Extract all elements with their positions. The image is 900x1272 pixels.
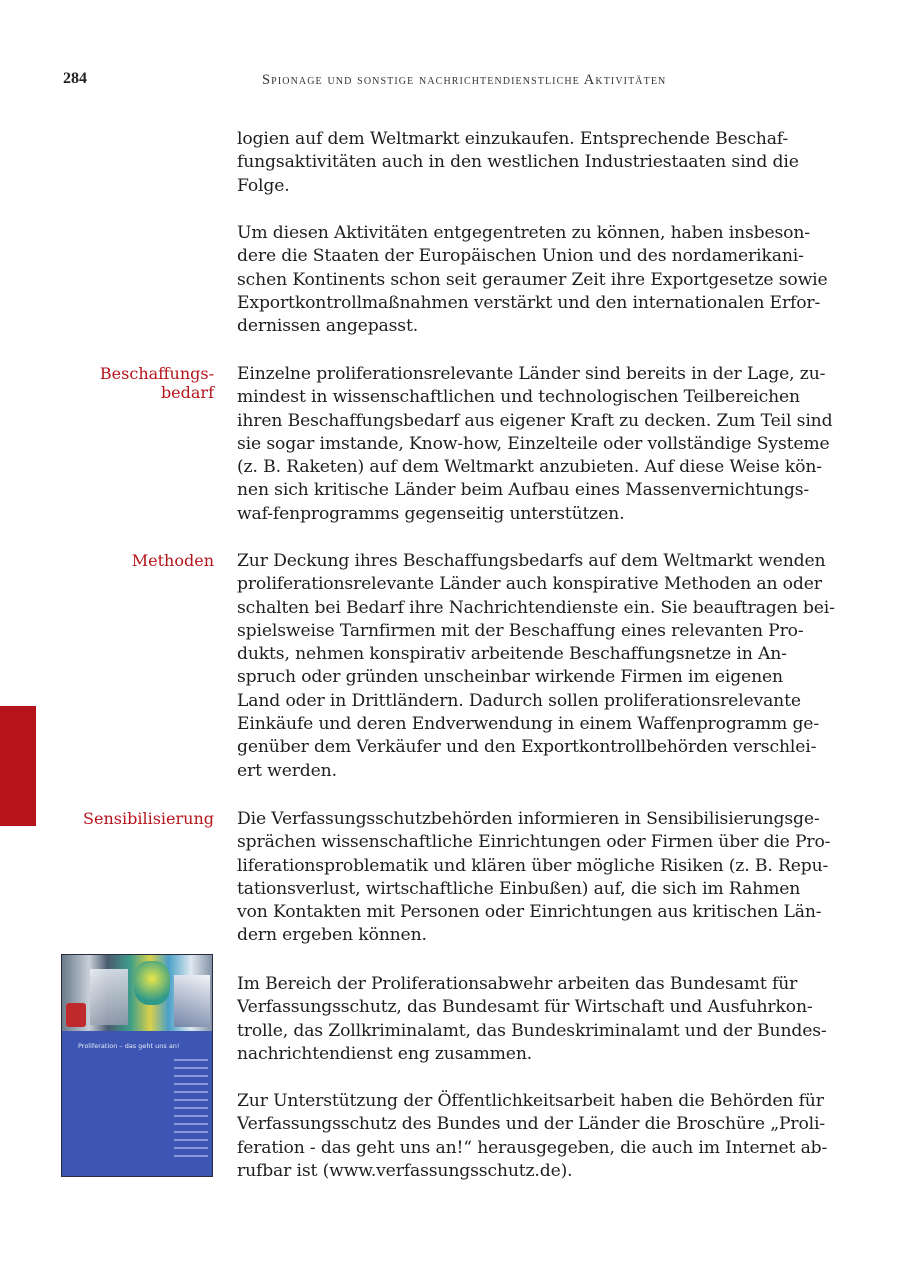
text-line: Folge. bbox=[237, 175, 290, 196]
text-line: dere die Staaten der Europäischen Union und des nordamerikani- bbox=[237, 246, 804, 267]
page-number: 284 bbox=[63, 70, 87, 87]
text-line: spielsweise Tarnfirmen mit der Beschaffung eines relevanten Pro- bbox=[237, 620, 804, 641]
text-line: liferationsproblematik und klären über mögliche Risiken (z. B. Repu- bbox=[237, 855, 829, 876]
paragraph-2 bbox=[237, 222, 828, 338]
text-line: rufbar ist (www.verfassungsschutz.de). bbox=[237, 1160, 573, 1181]
running-head: Spionage und sonstige nachrichtendienstliche Aktivitäten bbox=[262, 72, 667, 88]
text-line: Die Verfassungsschutzbehörden informieren in Sensibilisierungsge- bbox=[237, 809, 820, 829]
cover-title: Proliferation – das geht uns an! bbox=[78, 1042, 180, 1050]
paragraph-3 bbox=[237, 363, 833, 526]
margin-note-line: bedarf bbox=[160, 383, 214, 402]
margin-note-methoden: Methoden bbox=[131, 551, 214, 570]
text-line: dernissen angepasst. bbox=[237, 316, 419, 337]
paragraph-7 bbox=[237, 1090, 828, 1183]
text-line: schalten bei Bedarf ihre Nachrichtendienste ein. Sie beauftragen bei- bbox=[237, 597, 835, 618]
text-line: Zur Deckung ihres Beschaffungsbedarfs auf dem Weltmarkt wenden bbox=[237, 551, 826, 571]
text-line: sie sogar imstande, Know-how, Einzelteile oder vollständige Systeme bbox=[237, 433, 830, 454]
cover-text-lines bbox=[174, 1059, 208, 1163]
text-line: Land oder in Drittländern. Dadurch sollen proliferationsrelevante bbox=[237, 690, 801, 711]
text-line: Einkäufe und deren Endverwendung in einem Waffenprogramm ge- bbox=[237, 714, 819, 735]
text-line: trolle, das Zollkriminalamt, das Bundeskriminalamt und der Bundes- bbox=[237, 1020, 827, 1041]
brochure-cover-image bbox=[61, 954, 213, 1177]
margin-note-beschaffungsbedarf bbox=[100, 364, 214, 402]
paragraph-1 bbox=[237, 128, 805, 198]
margin-note-line: Beschaffungs- bbox=[99, 364, 214, 383]
text-line: genüber dem Verkäufer und den Exportkontrollbehörden verschlei- bbox=[237, 737, 817, 758]
cover-photo-tile bbox=[66, 1003, 86, 1027]
text-line: Exportkontrollmaßnahmen verstärkt und den internationalen Erfor- bbox=[237, 292, 821, 313]
cover-photo-tile bbox=[90, 969, 128, 1025]
cover-photo-tile bbox=[174, 975, 210, 1027]
text-line: von Kontakten mit Personen oder Einrichtungen aus kritischen Län- bbox=[237, 902, 822, 923]
text-line: Einzelne proliferationsrelevante Länder sind bereits in der Lage, zu- bbox=[237, 364, 826, 384]
margin-note-sensibilisierung: Sensibilisierung bbox=[83, 809, 214, 828]
section-edge-tab bbox=[0, 706, 36, 826]
text-line: Zur Unterstützung der Öffentlichkeitsarbeit haben die Behörden für bbox=[237, 1091, 824, 1111]
text-line: Verfassungsschutz des Bundes und der Länder die Broschüre „Proli- bbox=[237, 1114, 826, 1135]
text-line: logien auf dem Weltmarkt einzukaufen. Entsprechende Beschaf- bbox=[237, 129, 789, 149]
text-line: Um diesen Aktivitäten entgegentreten zu können, haben insbeson- bbox=[237, 223, 810, 243]
text-line: tationsverlust, wirtschaftliche Einbußen) auf, die sich im Rahmen bbox=[237, 878, 801, 899]
paragraph-4 bbox=[237, 550, 835, 783]
text-line: schen Kontinents schon seit geraumer Zeit ihre Exportgesetze sowie bbox=[237, 269, 828, 290]
text-line: (z. B. Raketen) auf dem Weltmarkt anzubieten. Auf diese Weise kön- bbox=[237, 457, 822, 478]
text-line: dern ergeben können. bbox=[237, 925, 427, 946]
text-line: nachrichtendienst eng zusammen. bbox=[237, 1043, 533, 1064]
text-line: ihren Beschaffungsbedarf aus eigener Kraft zu decken. Zum Teil sind bbox=[237, 410, 833, 431]
cover-photo-collage bbox=[62, 955, 213, 1031]
text-line: waf-fenprogramms gegenseitig unterstützen. bbox=[237, 503, 625, 524]
text-line: Verfassungsschutz, das Bundesamt für Wirtschaft und Ausfuhrkon- bbox=[237, 997, 813, 1018]
text-line: mindest in wissenschaftlichen und technologischen Teilbereichen bbox=[237, 387, 800, 408]
text-line: feration - das geht uns an!“ herausgegeben, die auch im Internet ab- bbox=[237, 1137, 828, 1158]
text-line: nen sich kritische Länder beim Aufbau eines Massenvernichtungs- bbox=[237, 480, 810, 501]
text-line: ert werden. bbox=[237, 760, 337, 781]
text-line: sprächen wissenschaftliche Einrichtungen oder Firmen über die Pro- bbox=[237, 832, 831, 853]
text-line: proliferationsrelevante Länder auch konspirative Methoden an oder bbox=[237, 574, 822, 595]
text-line: dukts, nehmen konspirativ arbeitende Beschaffungsnetze in An- bbox=[237, 644, 787, 665]
paragraph-5 bbox=[237, 808, 831, 948]
paragraph-6 bbox=[237, 973, 827, 1066]
text-line: Im Bereich der Proliferationsabwehr arbeiten das Bundesamt für bbox=[237, 974, 798, 994]
text-line: fungsaktivitäten auch in den westlichen Industriestaaten sind die bbox=[237, 152, 799, 173]
cover-photo-tile bbox=[134, 961, 170, 1005]
text-line: spruch oder gründen unscheinbar wirkende Firmen im eigenen bbox=[237, 667, 783, 688]
